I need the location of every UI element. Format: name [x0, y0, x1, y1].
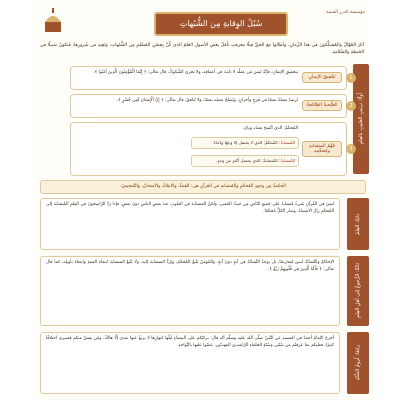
section-sunnah: [40, 332, 340, 394]
section-knowledge: [40, 198, 340, 250]
row-text: بتحقيقِ الإيمانِ، فإنَّهُ ليسَ مَن عقلُه لا ثابتَ في أعماقِه، ولا يَجري الشَّكوكُ، قال تعالى: ﴿ إِنَّمَا الْمُؤْمِنُونَ الَّذِينَ آمَنُوا ﴾.: [93, 70, 298, 75]
sub-text: المُحكَمُ: الذي لا يحتمل إلا وجهًا واحدًا.: [212, 140, 278, 145]
row-pill: تَحْقيقُ الإيمانِ: [302, 72, 342, 83]
sub-text: المُتشابهُ: الذي يحتمل أكثرَ من وجهٍ.: [216, 158, 278, 163]
section-text: أخرجَ الإمامُ أحمدُ في المسندِ عن النَّبيِّ صلّى الله عليه وسلّم أنّه قال: تركتُكم على البيضاءِ ليلُها كنهارِها لا يزيغُ عنها بعدي إلّا هالكٌ، ومَن يعِشْ منكم فسيرى اختلافًا كثيرًا، فعليكم بما عرفتُم من سُنّتي وسُنّةِ الخلفاءِ الرّاشدينَ المهديّين، عضّوا عليها بالنَّواجذِ.: [46, 336, 334, 348]
section-text: ليسَ في القُرآنِ شَيءٌ مُتشابهٌ على جَميعِ النّاسِ مِن حيثُ المَعنى، ولكنَّ المتشابهَ في القلوبِ عندَ بعضِ الناسِ دونَ بعضٍ، فإذا رَدَّ الرّاسِخونَ في العِلمِ المُتشابهَ إلى المُحكَمِ زالَ الاشتباهُ، وصار الكلُّ مُحكَمًا.: [46, 202, 334, 214]
intro-paragraph: أثارَ الجُهّالُ والمُشكِّكونَ في هذا الزَّمانِ، وأطالوا مع الحقِّ قِيلًا معرفتِ تأمُلُ بعضِ الأصولِ العلمُ الذي كُنَّ بِحِصْنِ المُسْلِمِ مِن الشُّبُهاتِ، وتَقِيهِ من شُرورِها، فَتكونُ سَبيلًا في الحَيطةِ والسّلامةِ.: [40, 43, 364, 55]
row-number: 3: [346, 144, 356, 154]
header: [34, 8, 369, 38]
row-number: 1: [346, 73, 356, 83]
row-text: المُحكَمُ: الذي اتَّضحَ معناه وبانَ.: [242, 126, 298, 131]
row-text: يُرشِدُ بعضُهُ بعضًا في فَرَحٍ وأحزانٍ، ويُصلحُ بعضُه بعضًا، ولا يُنافقُ، قال تعالى: ﴿ إِنَّ الْإِنسَانَ لَفِي خُسْرٍ ﴾.: [116, 98, 298, 103]
section-tab: ثانيًا: العِلمُ: [347, 198, 369, 250]
sub-item: المُتشابهُ: المُتشابهُ: الذي يحتمل أكثرَ من وجهٍ.: [191, 155, 299, 167]
section-text: الإحكامُ والتَّشابُهُ ليسَ مُتعارضًا، بل يوجدُ التَّشابُهُ في آيةٍ دونَ آيةٍ. والمُؤمنُ يَتَّبعُ المُحكَمَ، ويَرُدُّ المتشابهَ إليه، ولا يَتَّبعُ المتشابهَ ابتغاءَ الفتنةِ وابتغاءَ تأويلِه، كما قال تعالى: ﴿ فَأَمَّا الَّذِينَ فِي قُلُوبِهِمْ زَيْغٌ ﴾.: [46, 260, 334, 272]
brand-name: مؤسسة الدرر السنية: [326, 10, 365, 15]
sub-label: المُتشابهُ: [280, 140, 295, 145]
row-pill: فَهْمُ المتشابهِ ومُحكَمِه: [302, 141, 342, 157]
row-faith: [70, 66, 353, 90]
row-number: 2: [346, 101, 356, 111]
summary-bar: الحكمةُ مِن وجودِ المُحكَمِ والمُتشابهِ في القرآنِ هي: الفتنةُ، والابتلاءُ، والامتحانُ، والتَّمحيصُ.: [40, 180, 366, 194]
row-company: [70, 94, 353, 118]
main-section-tab: أَولًا: ترتيبِ القلوبِ بالعِلمِ: [353, 64, 369, 174]
page-title: سُبُلُ الوِقايةِ مِن الشُّبُهاتِ: [154, 12, 288, 36]
row-pill: الصُّحبةُ الصَّالحةُ: [302, 100, 342, 111]
row-understanding: [70, 122, 353, 176]
section-tab: رابعًا: لُزومُ السُّنّةِ: [347, 332, 369, 394]
dome-logo-icon: [42, 8, 64, 34]
document-page: [34, 0, 369, 400]
sub-label: المُتشابهُ: [280, 158, 295, 163]
section-scholars: [40, 256, 340, 326]
sub-item: المُتشابهُ: المُحكَمُ: الذي لا يحتمل إلا وجهًا واحدًا.: [191, 137, 299, 149]
section-tab: ثالثًا: الرُّجوعُ إلى أهلِ العِلمِ: [347, 256, 369, 326]
